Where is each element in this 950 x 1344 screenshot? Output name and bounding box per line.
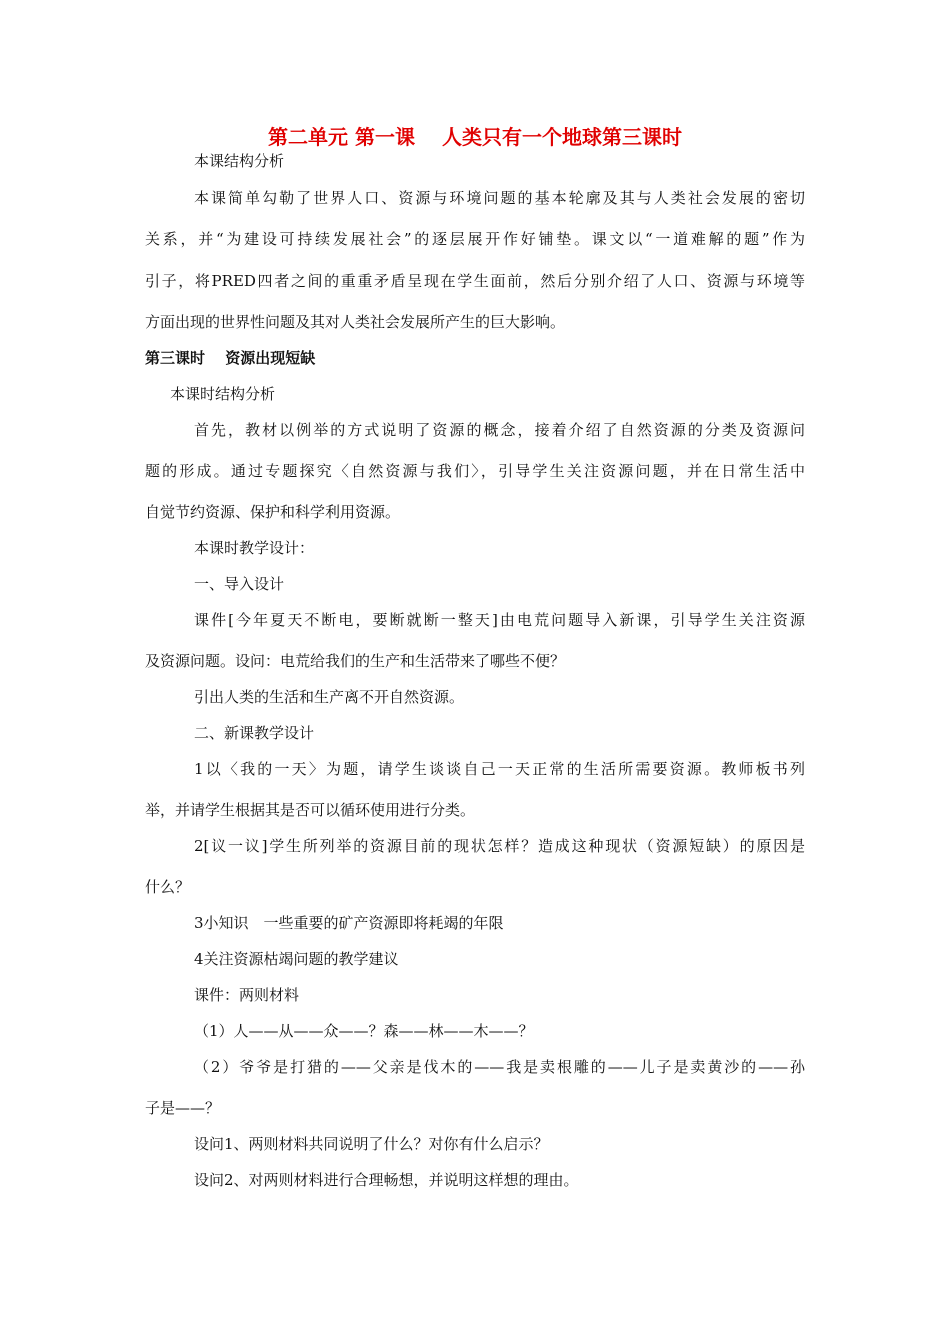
- text-line: 1以〈我的一天〉为题，请学生谈谈自己一天正常的生活所需要资源。教师板书列: [194, 760, 805, 778]
- text-line: 设问1、两则材料共同说明了什么？对你有什么启示？: [194, 1135, 549, 1153]
- text-line: 二、新课教学设计: [194, 724, 315, 742]
- text-line: 课件：两则材料: [194, 986, 300, 1004]
- text-line: 引子，将PRED四者之间的重重矛盾呈现在学生面前，然后分别介绍了人口、资源与环境等: [145, 272, 805, 290]
- text-line: 举，并请学生根据其是否可以循环使用进行分类。: [145, 801, 476, 819]
- text-line: 引出人类的生活和生产离不开自然资源。: [194, 688, 465, 706]
- text-line: 什么？: [145, 878, 191, 896]
- section-heading: 第三课时 资源出现短缺: [145, 349, 316, 367]
- text-line: 2[议一议]学生所列举的资源目前的现状怎样？造成这种现状（资源短缺）的原因是: [194, 837, 805, 855]
- text-line: 及资源问题。设问：电荒给我们的生产和生活带来了哪些不便？: [145, 652, 566, 670]
- text-line: 本课时教学设计：: [194, 539, 315, 557]
- text-line: （1）人——从——众——？森——林——木——？: [194, 1022, 534, 1040]
- text-line: 自觉节约资源、保护和科学利用资源。: [145, 503, 401, 521]
- text-line: 4关注资源枯竭问题的教学建议: [194, 950, 399, 968]
- text-line: 本课简单勾勒了世界人口、资源与环境问题的基本轮廓及其与人类社会发展的密切: [194, 189, 805, 207]
- text-line: 本课结构分析: [194, 152, 285, 170]
- text-line: 首先，教材以例举的方式说明了资源的概念，接着介绍了自然资源的分类及资源问: [194, 421, 805, 439]
- text-line: 设问2、对两则材料进行合理畅想，并说明这样想的理由。: [194, 1171, 579, 1189]
- document-title: 第二单元 第一课 人类只有一个地球第三课时: [268, 125, 682, 149]
- text-line: 本课时结构分析: [170, 385, 276, 403]
- text-line: 关系，并“为建设可持续发展社会”的逐层展开作好铺垫。课文以“一道难解的题”作为: [145, 230, 805, 248]
- text-line: 方面出现的世界性问题及其对人类社会发展所产生的巨大影响。: [145, 313, 566, 331]
- text-line: 3小知识 一些重要的矿产资源即将耗竭的年限: [194, 914, 504, 932]
- text-line: 题的形成。通过专题探究〈自然资源与我们〉，引导学生关注资源问题，并在日常生活中: [145, 462, 805, 480]
- text-line: 课件[今年夏天不断电，要断就断一整天]由电荒问题导入新课，引导学生关注资源: [194, 611, 805, 629]
- text-line: 一、导入设计: [194, 575, 285, 593]
- text-line: 子是——？: [145, 1099, 221, 1117]
- text-line: （2）爷爷是打猎的——父亲是伐木的——我是卖根雕的——儿子是卖黄沙的——孙: [194, 1058, 805, 1076]
